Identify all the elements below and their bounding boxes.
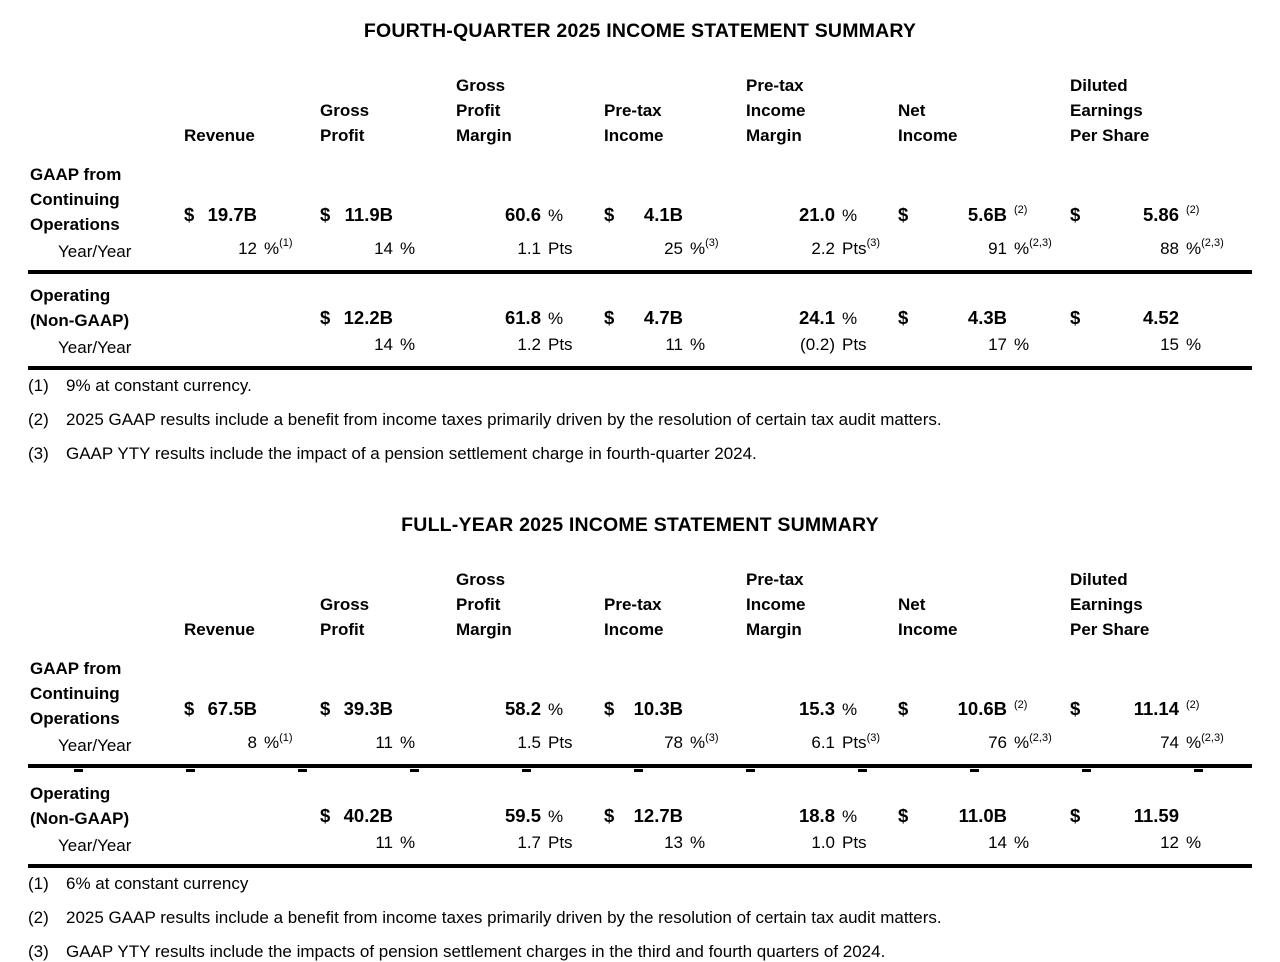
table-row-operating bbox=[28, 781, 1252, 831]
cell-gross-profit-margin: 1.7 Pts bbox=[517, 833, 573, 853]
cell-diluted-eps: $ 11.59 bbox=[1070, 805, 1179, 827]
cell-revenue bbox=[180, 329, 316, 333]
cell-net-income: 91 %$^{(2,3)}$ bbox=[988, 237, 1052, 258]
cell-revenue: 12 %$^{(1)}$ bbox=[238, 237, 293, 258]
row-label: Operating (Non-GAAP) bbox=[30, 286, 130, 330]
column-header-gross-profit: Gross Profit bbox=[320, 101, 370, 145]
cell-gross-profit: 11 % bbox=[375, 833, 416, 853]
column-header-net-income: Net Income bbox=[898, 595, 958, 640]
table-title: FULL-YEAR 2025 INCOME STATEMENT SUMMARY bbox=[401, 514, 879, 537]
column-header-gross-profit: Gross Profit bbox=[320, 595, 370, 640]
cell-revenue: $ 19.7B bbox=[184, 204, 257, 225]
cell-revenue bbox=[180, 335, 316, 361]
table-row-operating bbox=[28, 283, 1252, 333]
cell-net-income: $ 5.6B $^{(2)}$ bbox=[898, 204, 1028, 225]
cell-pretax-income-margin: 24.1 % bbox=[798, 307, 858, 328]
column-header-diluted-eps: Diluted Earnings Per Share bbox=[1070, 76, 1150, 145]
column-header-diluted-eps: Diluted Earnings Per Share bbox=[1070, 570, 1150, 640]
column-header-spacer bbox=[28, 73, 180, 148]
column-header-gross-profit-margin: Gross Profit Margin bbox=[456, 570, 512, 640]
row-label: Year/Year bbox=[58, 836, 132, 856]
cell-pretax-income: 13 % bbox=[664, 833, 706, 853]
footnote: (2) 2025 GAAP results include a benefit from income taxes primarily driven by the resolution of certain tax audit matters. bbox=[28, 409, 942, 429]
cell-pretax-income: $ 12.7B bbox=[604, 805, 683, 827]
column-header-revenue: Revenue bbox=[184, 620, 255, 640]
cell-gross-profit: $ 40.2B bbox=[320, 805, 393, 827]
cell-pretax-income: $ 4.1B bbox=[604, 204, 683, 225]
cell-pretax-income: $ 10.3B bbox=[604, 698, 683, 720]
cell-pretax-income: 78 %$^{(3)}$ bbox=[664, 731, 719, 753]
footnotes bbox=[28, 375, 1252, 464]
cell-revenue: 8 %$^{(1)}$ bbox=[247, 731, 293, 753]
table-row-operating-year-year bbox=[28, 335, 1252, 361]
column-header-pretax-income: Pre-tax Income bbox=[604, 101, 664, 145]
header-row bbox=[28, 73, 1252, 148]
row-label: Year/Year bbox=[58, 736, 132, 756]
footnote: (2) 2025 GAAP results include a benefit from income taxes primarily driven by the resolution of certain tax audit matters. bbox=[28, 908, 942, 927]
column-header-net-income: Net Income bbox=[898, 101, 958, 145]
row-label: GAAP from Continuing Operations bbox=[30, 659, 122, 729]
cell-net-income: $ 11.0B bbox=[898, 805, 1007, 827]
table-rule bbox=[28, 864, 1252, 868]
table-row-gaap-year-year bbox=[28, 733, 1252, 759]
column-header-revenue: Revenue bbox=[184, 126, 255, 145]
cell-gross-profit-margin: 59.5 % bbox=[504, 805, 564, 827]
cell-gross-profit: 14 % bbox=[374, 335, 416, 354]
cell-pretax-income-margin: 21.0 % bbox=[798, 204, 858, 225]
cell-pretax-income: 25 %$^{(3)}$ bbox=[664, 237, 719, 258]
cell-diluted-eps: 88 %$^{(2,3)}$ bbox=[1160, 237, 1224, 258]
cell-gross-profit: 14 % bbox=[374, 239, 416, 258]
table-rule bbox=[28, 366, 1252, 370]
footnote: (1) 9% at constant currency. bbox=[28, 376, 252, 395]
column-header-spacer bbox=[28, 567, 180, 642]
cell-net-income: 17 % bbox=[988, 335, 1030, 354]
cell-gross-profit-margin: 1.2 Pts bbox=[517, 335, 573, 354]
table-row-gaap-year-year bbox=[28, 239, 1252, 265]
cell-pretax-income-margin: 15.3 % bbox=[798, 698, 858, 720]
cell-pretax-income-margin: (0.2) Pts bbox=[800, 335, 867, 354]
footnote: (3) GAAP YTY results include the impact of a pension settlement charge in fourth-quarter 2024. bbox=[28, 443, 757, 463]
table-rule bbox=[28, 270, 1252, 274]
cell-diluted-eps: 74 %$^{(2,3)}$ bbox=[1160, 731, 1224, 753]
row-label: Year/Year bbox=[58, 338, 132, 357]
footnote: (1) 6% at constant currency bbox=[28, 874, 249, 894]
section-spacer bbox=[28, 476, 1252, 508]
row-label: Year/Year bbox=[58, 242, 132, 261]
cell-diluted-eps: $ 4.52 bbox=[1070, 307, 1179, 328]
cell-gross-profit-margin: 58.2 % bbox=[504, 698, 564, 720]
cell-pretax-income: 11 % bbox=[665, 335, 706, 354]
column-header-pretax-income-margin: Pre-tax Income Margin bbox=[746, 76, 806, 145]
column-header-pretax-income-margin: Pre-tax Income Margin bbox=[746, 570, 806, 640]
table-row-gaap bbox=[28, 162, 1252, 237]
table-row-gaap bbox=[28, 656, 1252, 731]
cell-gross-profit-margin: 1.5 Pts bbox=[517, 733, 573, 753]
cell-gross-profit-margin: 1.1 Pts bbox=[517, 239, 573, 258]
header-row bbox=[28, 567, 1252, 642]
cell-gross-profit: $ 12.2B bbox=[320, 307, 393, 328]
cell-revenue bbox=[180, 833, 316, 859]
row-label: Operating (Non-GAAP) bbox=[30, 784, 130, 829]
column-header-gross-profit-margin: Gross Profit Margin bbox=[456, 76, 512, 145]
cell-diluted-eps: 12 % bbox=[1160, 833, 1202, 853]
column-header-pretax-income: Pre-tax Income bbox=[604, 595, 664, 640]
cell-revenue: $ 67.5B bbox=[184, 698, 257, 720]
cell-revenue bbox=[180, 827, 316, 831]
cell-diluted-eps: $ 11.14 $^{(2)}$ bbox=[1070, 698, 1200, 720]
income-table-fourth-quarter bbox=[28, 14, 1252, 464]
cell-net-income: $ 10.6B $^{(2)}$ bbox=[898, 698, 1028, 720]
cell-net-income: 76 %$^{(2,3)}$ bbox=[988, 731, 1052, 753]
cell-diluted-eps: 15 % bbox=[1160, 335, 1202, 354]
cell-net-income: 14 % bbox=[988, 833, 1030, 853]
footnote: (3) GAAP YTY results include the impacts of pension settlement charges in the third and fourth quarters of 2024. bbox=[28, 941, 886, 961]
footnotes bbox=[28, 873, 1252, 962]
cell-pretax-income-margin: 6.1 Pts$^{(3)}$ bbox=[811, 731, 881, 753]
cell-gross-profit: $ 39.3B bbox=[320, 698, 393, 720]
cell-pretax-income-margin: 2.2 Pts$^{(3)}$ bbox=[811, 237, 881, 258]
table-row-operating-year-year bbox=[28, 833, 1252, 859]
cell-net-income: $ 4.3B bbox=[898, 307, 1007, 328]
cell-diluted-eps: $ 5.86 $^{(2)}$ bbox=[1070, 204, 1200, 225]
income-table-full-year bbox=[28, 508, 1252, 962]
cell-pretax-income: $ 4.7B bbox=[604, 307, 683, 328]
cell-gross-profit-margin: 61.8 % bbox=[504, 307, 564, 328]
table-title: FOURTH-QUARTER 2025 INCOME STATEMENT SUMMARY bbox=[363, 20, 917, 42]
cell-gross-profit: 11 % bbox=[375, 733, 416, 753]
cell-gross-profit: $ 11.9B bbox=[320, 204, 393, 225]
row-label: GAAP from Continuing Operations bbox=[30, 165, 122, 234]
cell-pretax-income-margin: 1.0 Pts bbox=[811, 833, 867, 853]
tick-marks bbox=[74, 769, 1234, 772]
cell-gross-profit-margin: 60.6 % bbox=[504, 204, 564, 225]
table-rule bbox=[28, 764, 1252, 768]
cell-pretax-income-margin: 18.8 % bbox=[798, 805, 858, 827]
